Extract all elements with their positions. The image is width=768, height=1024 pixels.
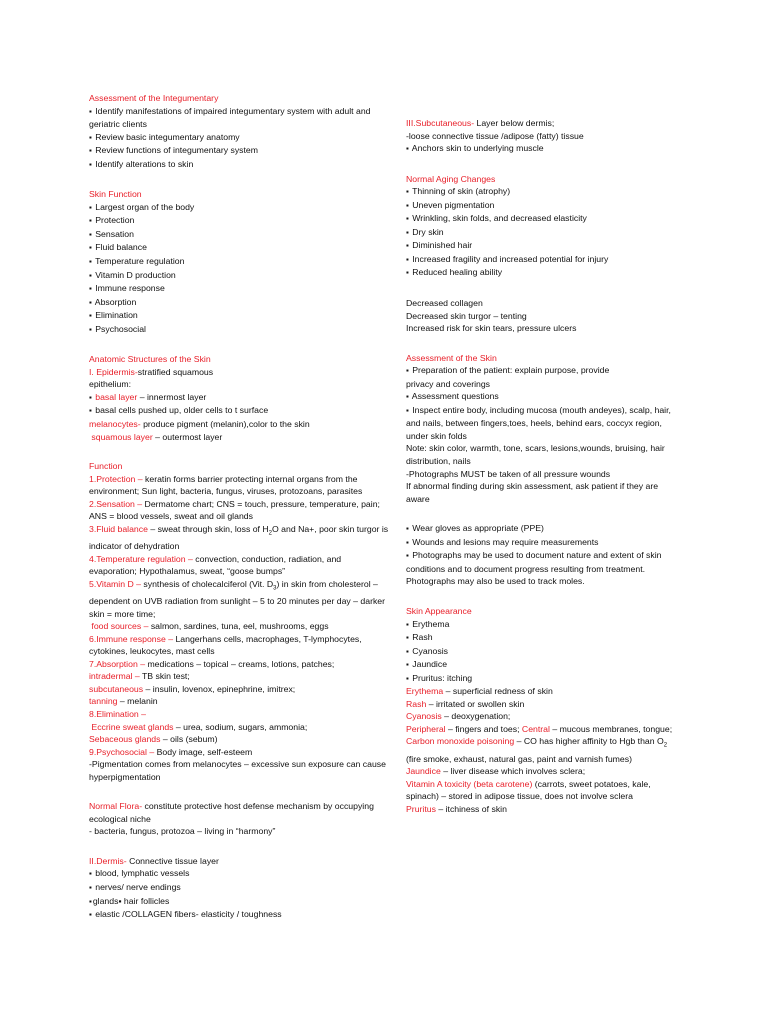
bullet-item: ▪ Pruritus: itching <box>406 672 473 683</box>
subcutaneous-line: subcutaneous – insulin, lovenox, epinephrine, imitrex; <box>89 683 296 694</box>
collagen-line: Increased risk for skin tears, pressure ulcers <box>406 323 577 334</box>
bullet-item: ▪ Preparation of the patient: explain purpose, provide privacy and coverings <box>406 365 610 389</box>
bullet-item: ▪ Review basic integumentary anatomy <box>89 131 240 142</box>
bullet-item: ▪ Anchors skin to underlying muscle <box>406 143 544 154</box>
fluid-para: 3.Fluid balance – sweat through skin, loss of $H_2O$ and Na+, poor skin turgor is indicator of dehydration <box>89 523 389 552</box>
psychosocial-line: 9.Psychosocial – Body image, self-esteem <box>89 746 253 757</box>
dermis-line: II.Dermis- Connective tissue layer <box>89 855 219 866</box>
bullet-item: ▪ Psychosocial <box>89 323 146 334</box>
bullet-item: ▪ Photographs may be used to document nature and extent of skin conditions and to document progress resulting from treatment. Photographs may also be used to track moles. <box>406 550 662 587</box>
bullet-item: ▪ elastic /COLLAGEN fibers- elasticity / toughness <box>89 909 282 920</box>
bullet-item: ▪ Thinning of skin (atrophy) <box>406 186 511 197</box>
sensation-para: 2.Sensation – Dermatome chart; CNS = touch, pressure, temperature, pain; ANS = blood vessels, sweat and oil glands <box>89 498 380 522</box>
peripheral-line: Peripheral – fingers and toes; Central – mucous membranes, tongue; <box>406 723 673 734</box>
sebaceous-line: Sebaceous glands – oils (sebum) <box>89 734 218 745</box>
protection-para: 1.Protection – keratin forms barrier protecting internal organs from the environment; Sun light, bacteria, fungus, viruses, protozoans, parasites <box>89 473 363 497</box>
bullet-item: ▪ Wrinkling, skin folds, and decreased elasticity <box>406 213 587 224</box>
subcutaneous-line: III.Subcutaneous- Layer below dermis; <box>406 118 555 128</box>
bullet-item: ▪ Rash <box>406 632 433 643</box>
bullet-item: ▪ nerves/ nerve endings <box>89 882 181 892</box>
jaundice-line: Jaundice – liver disease which involves sclera; <box>406 766 586 777</box>
abnormal-line: If abnormal finding during skin assessment, ask patient if they are aware <box>406 481 659 504</box>
bullet-item: ▪ Wounds and lesions may require measurements <box>406 536 599 547</box>
bullet-item: ▪ Vitamin D production <box>89 269 176 280</box>
bullet-item: ▪ Immune response <box>89 283 165 294</box>
absorption-para: 7.Absorption – medications – topical – creams, lotions, patches; <box>89 658 335 669</box>
bullet-item: ▪ Reduced healing ability <box>406 267 503 278</box>
bullet-item: ▪ Sensation <box>89 228 134 239</box>
skin-function-heading: Skin Function <box>89 189 142 200</box>
aging-heading: Normal Aging Changes <box>406 173 496 184</box>
bullet-item: ▪ Increased fragility and increased potential for injury <box>406 253 609 264</box>
elimination-heading: 8.Elimination – <box>89 708 146 719</box>
skin-appearance-heading: Skin Appearance <box>406 605 472 616</box>
temperature-para: 4.Temperature regulation – convection, conduction, radiation, and evaporation; Hypothalamus, sweat, “goose bumps” <box>89 553 342 577</box>
function-heading: Function <box>89 461 123 472</box>
collagen-line: Decreased collagen <box>406 298 483 309</box>
bullet-item: ▪ Wear gloves as appropriate (PPE) <box>406 523 544 534</box>
bullet-item: ▪ Temperature regulation <box>89 256 185 267</box>
melanocytes-line: melanocytes- produce pigment (melanin),color to the skin <box>89 419 310 430</box>
co-poisoning-line: Carbon monoxide poisoning – CO has higher affinity to Hgb than $O_2$ (fire smoke, exhaust, natural gas, paint and varnish fumes) <box>406 736 668 764</box>
bullet-item: ▪glands▪ hair follicles <box>89 895 170 906</box>
vitamin-d-para: 5.Vitamin D – synthesis of cholecalciferol (Vit. $D_3$) in skin from cholesterol – dependent on UVB radiation from sunlight – 5 to 20 minutes per day – darker skin = more time; <box>89 578 386 619</box>
bullet-item: ▪ Protection <box>89 215 135 226</box>
subcutaneous-detail: -loose connective tissue /adipose (fatty) tissue <box>406 130 584 141</box>
bullet-item: ▪ Erythema <box>406 618 450 629</box>
note-line: Note: skin color, warmth, tone, scars, lesions,wounds, bruising, hair distribution, nails <box>406 443 665 467</box>
erythema-line: Erythema – superficial redness of skin <box>406 686 553 697</box>
bullet-item: ▪ Review functions of integumentary system <box>89 145 258 156</box>
bullet-item: ▪ blood, lymphatic vessels <box>89 868 190 879</box>
bullet-item: ▪ Cyanosis <box>406 645 448 656</box>
anatomic-heading: Anatomic Structures of the Skin <box>89 354 211 365</box>
squamous-line: squamous layer – outermost layer <box>91 431 223 442</box>
bullet-item: ▪ Fluid balance <box>89 242 147 253</box>
bullet-item: ▪ basal cells pushed up, older cells to t surface <box>89 405 269 416</box>
bullet-item: ▪ Absorption <box>89 296 137 307</box>
bullet-item: ▪ Dry skin <box>406 226 444 237</box>
vitamin-a-line: Vitamin A toxicity (beta carotene) (carrots, sweet potatoes, kale, spinach) – stored in adipose tissue, does not involve sclera <box>406 778 651 802</box>
intradermal-line: intradermal – TB skin test; <box>89 671 190 682</box>
pigmentation-para: -Pigmentation comes from melanocytes – excessive sun exposure can cause hyperpigmentation <box>89 759 386 782</box>
photographs-must-line: -Photographs MUST be taken of all pressure wounds <box>406 468 611 479</box>
cyanosis-line: Cyanosis – deoxygenation; <box>406 711 511 722</box>
bullet-item: ▪ Diminished hair <box>406 240 473 251</box>
epidermis-line: I. Epidermis-stratified squamous epithelium: <box>89 366 214 390</box>
pruritus-line: Pruritus – itchiness of skin <box>406 803 507 814</box>
right-column <box>406 0 681 815</box>
bullet-item: ▪ Inspect entire body, including mucosa (mouth andeyes), scalp, hair, and nails, between fingers,toes, heels, behind ears, coccyx region, under skin folds <box>406 404 671 441</box>
normal-flora-para: Normal Flora- constitute protective host defense mechanism by occupying ecological niche <box>89 801 374 824</box>
rash-line: Rash – irritated or swollen skin <box>406 698 525 709</box>
bullet-item: ▪ Elimination <box>89 310 138 321</box>
left-column <box>89 0 389 922</box>
bullet-item: ▪ Assessment questions <box>406 391 499 402</box>
bullet-item: ▪ Jaundice <box>406 659 448 670</box>
tanning-line: tanning – melanin <box>89 696 158 707</box>
collagen-line: Decreased skin turgor – tenting <box>406 310 527 321</box>
bullet-item: ▪ Largest organ of the body <box>89 201 195 212</box>
normal-flora-item: - bacteria, fungus, protozoa – living in “harmony” <box>89 826 276 837</box>
bullet-item: ▪ basal layer – innermost layer <box>89 391 207 402</box>
immune-para: 6.Immune response – Langerhans cells, macrophages, T-lymphocytes, cytokines, leukocytes, mast cells <box>89 633 362 657</box>
eccrine-line: Eccrine sweat glands – urea, sodium, sugars, ammonia; <box>91 721 308 732</box>
bullet-item: ▪ Uneven pigmentation <box>406 199 495 210</box>
bullet-item: ▪ Identify alterations to skin <box>89 158 194 169</box>
bullet-item: ▪ Identify manifestations of impaired integumentary system with adult and geriatric clients <box>89 105 371 130</box>
food-sources-line: food sources – salmon, sardines, tuna, eel, mushrooms, eggs <box>91 621 329 632</box>
assessment-heading: Assessment of the Integumentary <box>89 93 219 103</box>
assessment-skin-heading: Assessment of the Skin <box>406 352 497 363</box>
